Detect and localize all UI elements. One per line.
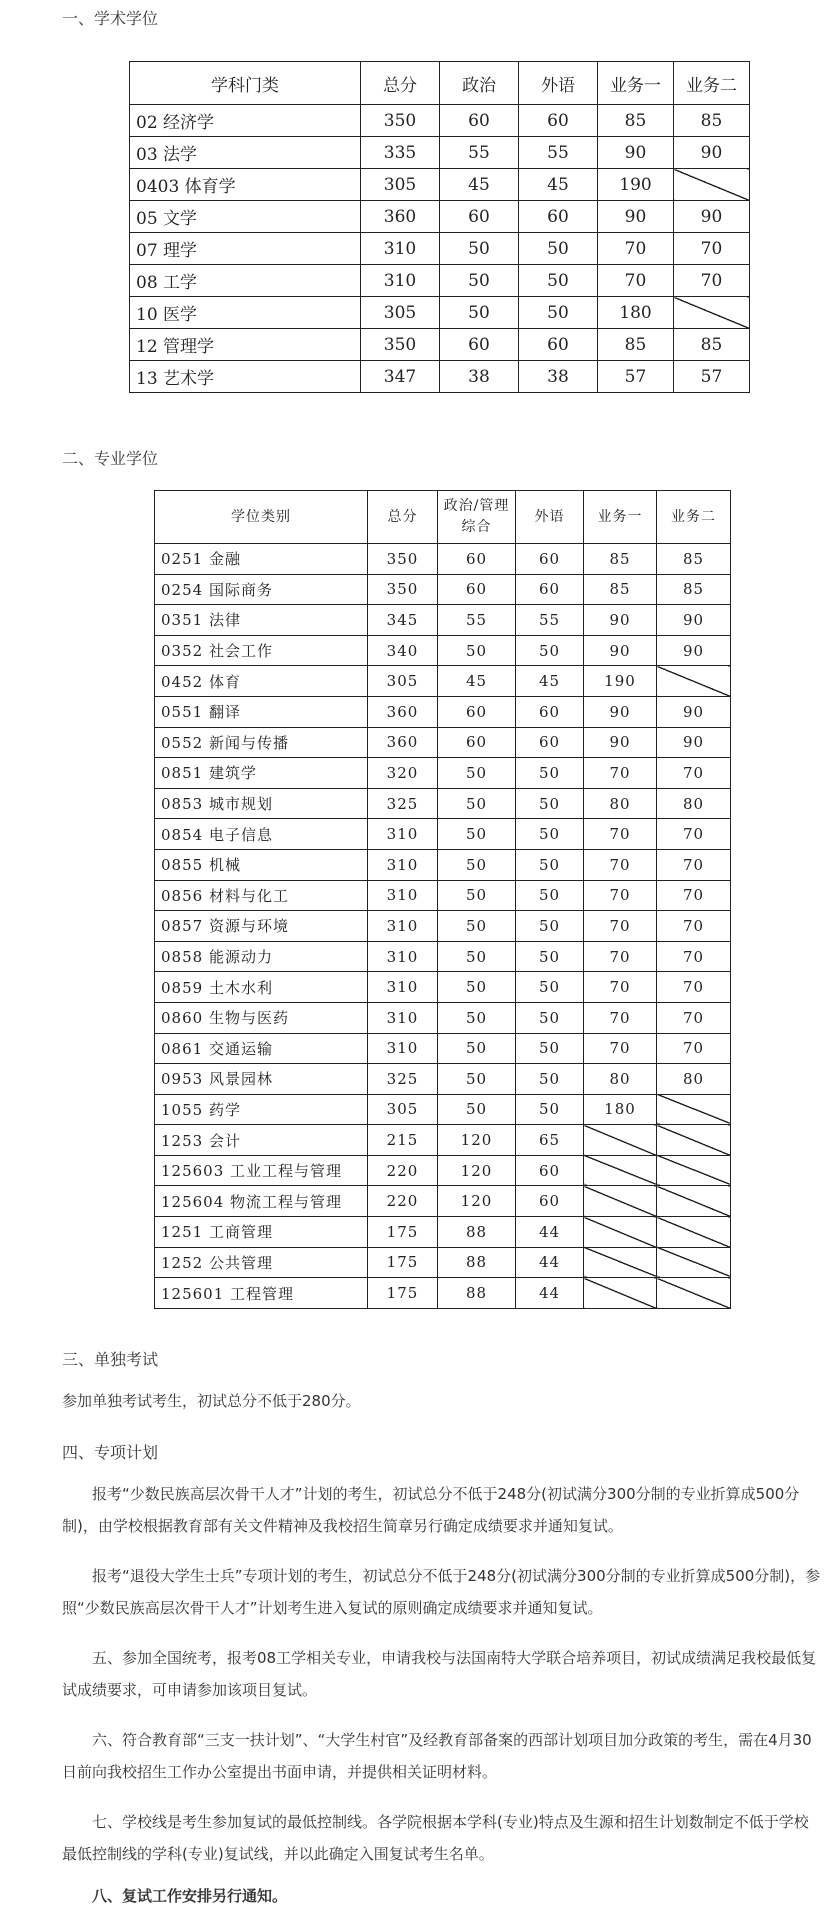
table-row (155, 1247, 731, 1278)
score-cell: 60 (516, 574, 584, 605)
score-cell: 310 (368, 819, 438, 850)
score-cell: 90 (598, 137, 674, 169)
professional-degree-table (154, 490, 731, 1309)
category-cell: 0861 交通运输 (155, 1033, 368, 1064)
category-cell: 0953 风景园林 (155, 1064, 368, 1095)
score-cell: 70 (584, 1002, 657, 1033)
score-cell: 50 (438, 941, 516, 972)
score-cell: 50 (516, 1033, 584, 1064)
score-cell: 335 (361, 137, 440, 169)
score-cell: 70 (584, 1033, 657, 1064)
score-cell: 38 (440, 361, 519, 393)
table-row (155, 941, 731, 972)
table-row (155, 1002, 731, 1033)
table-row (130, 361, 750, 393)
score-cell: 50 (519, 233, 598, 265)
score-cell (584, 1125, 657, 1156)
joint-program-text: 五、参加全国统考，报考08工学相关专业，申请我校与法国南特大学联合培养项目，初试成绩满足我校最低复试成绩要求，可申请参加该项目复试。 (62, 1649, 817, 1699)
category-cell: 13 艺术学 (130, 361, 361, 393)
category-cell: 0552 新闻与传播 (155, 727, 368, 758)
table-row (130, 169, 750, 201)
score-cell: 60 (440, 329, 519, 361)
score-cell: 60 (516, 544, 584, 575)
score-cell: 70 (657, 819, 731, 850)
score-cell: 350 (361, 105, 440, 137)
score-cell: 70 (598, 265, 674, 297)
score-cell: 90 (657, 605, 731, 636)
category-cell: 0854 电子信息 (155, 819, 368, 850)
score-cell: 70 (584, 911, 657, 942)
table-row (155, 635, 731, 666)
score-cell: 70 (584, 758, 657, 789)
score-cell: 120 (438, 1155, 516, 1186)
score-cell: 60 (440, 105, 519, 137)
retest-arrangement-text: 八、复试工作安排另行通知。 (92, 1887, 288, 1905)
score-cell: 305 (368, 1094, 438, 1125)
score-cell: 80 (657, 1064, 731, 1095)
table-row (155, 666, 731, 697)
special-plan-text-minority: 报考“少数民族高层次骨干人才”计划的考生，初试总分不低于248分(初试满分300分制的专业折算成500分制)，由学校根据教育部有关文件精神及我校招生简章另行确定成绩要求并通知复试。 (62, 1485, 800, 1535)
score-cell: 80 (657, 788, 731, 819)
category-cell: 0853 城市规划 (155, 788, 368, 819)
score-cell: 50 (519, 265, 598, 297)
score-cell: 60 (438, 696, 516, 727)
score-cell: 85 (598, 105, 674, 137)
score-cell: 347 (361, 361, 440, 393)
score-cell: 50 (516, 1094, 584, 1125)
score-cell: 320 (368, 758, 438, 789)
score-cell: 190 (584, 666, 657, 697)
category-cell: 1253 会计 (155, 1125, 368, 1156)
table-row (155, 1217, 731, 1248)
table-row (130, 105, 750, 137)
score-cell: 90 (584, 605, 657, 636)
score-cell: 50 (516, 1064, 584, 1095)
score-cell: 345 (368, 605, 438, 636)
score-cell: 70 (584, 972, 657, 1003)
special-plan-title: 四、专项计划 (62, 1443, 159, 1462)
table-row (155, 574, 731, 605)
category-cell: 0857 资源与环境 (155, 911, 368, 942)
score-cell: 60 (519, 201, 598, 233)
score-cell: 50 (438, 1064, 516, 1095)
score-cell: 70 (657, 1033, 731, 1064)
score-cell: 175 (368, 1278, 438, 1309)
score-cell: 85 (584, 574, 657, 605)
category-cell: 1055 药学 (155, 1094, 368, 1125)
score-cell: 45 (438, 666, 516, 697)
score-cell: 310 (361, 233, 440, 265)
table-row (155, 911, 731, 942)
score-cell (584, 1217, 657, 1248)
score-cell: 310 (361, 265, 440, 297)
table-row (155, 1155, 731, 1186)
score-cell: 50 (516, 911, 584, 942)
table-row (155, 727, 731, 758)
score-cell: 50 (438, 972, 516, 1003)
score-cell: 310 (368, 941, 438, 972)
score-cell: 50 (516, 941, 584, 972)
score-cell: 70 (674, 265, 750, 297)
score-cell: 55 (438, 605, 516, 636)
score-cell: 360 (361, 201, 440, 233)
category-cell: 0855 机械 (155, 849, 368, 880)
column-header: 业务二 (674, 62, 750, 105)
score-cell: 350 (361, 329, 440, 361)
score-cell: 90 (674, 201, 750, 233)
category-cell: 05 文学 (130, 201, 361, 233)
score-cell: 120 (438, 1186, 516, 1217)
score-cell: 310 (368, 1033, 438, 1064)
score-cell: 70 (584, 880, 657, 911)
category-cell: 07 理学 (130, 233, 361, 265)
table-row (155, 1278, 731, 1309)
column-header: 学位类别 (155, 491, 368, 544)
score-cell: 50 (438, 880, 516, 911)
score-cell: 70 (657, 911, 731, 942)
score-cell: 65 (516, 1125, 584, 1156)
score-cell: 85 (657, 544, 731, 575)
score-cell: 50 (516, 788, 584, 819)
category-cell: 0851 建筑学 (155, 758, 368, 789)
table-row (155, 788, 731, 819)
table-row (130, 233, 750, 265)
independent-exam-title: 三、单独考试 (62, 1350, 159, 1369)
score-cell (657, 1186, 731, 1217)
score-cell: 50 (519, 297, 598, 329)
score-cell (584, 1247, 657, 1278)
score-cell: 120 (438, 1125, 516, 1156)
category-cell: 0352 社会工作 (155, 635, 368, 666)
score-cell: 325 (368, 1064, 438, 1095)
score-cell: 80 (584, 1064, 657, 1095)
score-cell: 60 (438, 574, 516, 605)
score-cell: 60 (516, 1155, 584, 1186)
score-cell: 70 (584, 941, 657, 972)
score-cell: 50 (516, 880, 584, 911)
score-cell: 50 (438, 819, 516, 850)
score-cell: 350 (368, 574, 438, 605)
special-plan-text-veterans: 报考“退役大学生士兵”专项计划的考生，初试总分不低于248分(初试满分300分制的专业折算成500分制)，参照“少数民族高层次骨干人才”计划考生进入复试的原则确定成绩要求并通知复试。 (62, 1567, 821, 1617)
category-cell: 125603 工业工程与管理 (155, 1155, 368, 1186)
category-cell: 0452 体育 (155, 666, 368, 697)
score-cell: 60 (438, 544, 516, 575)
score-cell: 50 (440, 297, 519, 329)
category-cell: 125601 工程管理 (155, 1278, 368, 1309)
score-cell: 85 (674, 105, 750, 137)
category-cell: 0351 法律 (155, 605, 368, 636)
table-row (130, 297, 750, 329)
score-cell: 310 (368, 972, 438, 1003)
category-cell: 03 法学 (130, 137, 361, 169)
score-cell: 50 (516, 635, 584, 666)
academic-degree-table (129, 61, 750, 393)
score-cell: 90 (584, 727, 657, 758)
table-header-row (155, 491, 731, 544)
score-cell: 50 (516, 1002, 584, 1033)
table-row (155, 972, 731, 1003)
score-cell: 50 (516, 758, 584, 789)
score-cell: 88 (438, 1278, 516, 1309)
score-cell: 60 (516, 1186, 584, 1217)
score-cell: 50 (516, 819, 584, 850)
independent-exam-text: 参加单独考试考生，初试总分不低于280分。 (62, 1392, 361, 1410)
column-header: 学科门类 (130, 62, 361, 105)
table-row (130, 329, 750, 361)
score-cell: 50 (438, 849, 516, 880)
score-cell: 60 (516, 696, 584, 727)
score-cell: 45 (519, 169, 598, 201)
score-cell: 305 (368, 666, 438, 697)
professional-section-title: 二、专业学位 (62, 449, 159, 468)
score-cell: 50 (438, 911, 516, 942)
category-cell: 0251 金融 (155, 544, 368, 575)
score-cell: 50 (438, 635, 516, 666)
score-cell: 350 (368, 544, 438, 575)
score-cell: 175 (368, 1247, 438, 1278)
score-cell: 50 (516, 972, 584, 1003)
score-cell: 70 (657, 972, 731, 1003)
table-row (155, 544, 731, 575)
score-cell: 50 (438, 1002, 516, 1033)
column-header: 政治 (440, 62, 519, 105)
score-cell: 90 (657, 696, 731, 727)
category-cell: 125604 物流工程与管理 (155, 1186, 368, 1217)
score-cell: 50 (438, 1033, 516, 1064)
score-cell: 360 (368, 727, 438, 758)
score-cell: 90 (674, 137, 750, 169)
column-header: 总分 (361, 62, 440, 105)
score-cell: 55 (519, 137, 598, 169)
bonus-policy-text: 六、符合教育部“三支一扶计划”、“大学生村官”及经教育部备案的西部计划项目加分政策的考生，需在4月30日前向我校招生工作办公室提出书面申请，并提供相关证明材料。 (62, 1731, 812, 1781)
score-cell: 50 (440, 265, 519, 297)
table-row (155, 605, 731, 636)
column-header: 业务一 (598, 62, 674, 105)
score-cell (584, 1278, 657, 1309)
score-cell: 45 (440, 169, 519, 201)
table-row (155, 1094, 731, 1125)
score-cell: 60 (440, 201, 519, 233)
table-row (155, 1033, 731, 1064)
school-line-text: 七、学校线是考生参加复试的最低控制线。各学院根据本学科(专业)特点及生源和招生计划数制定不低于学校最低控制线的学科(专业)复试线，并以此确定入围复试考生名单。 (62, 1813, 809, 1863)
table-row (155, 696, 731, 727)
score-cell: 90 (657, 635, 731, 666)
score-cell: 70 (657, 1002, 731, 1033)
table-row (155, 1125, 731, 1156)
category-cell: 0860 生物与医药 (155, 1002, 368, 1033)
score-cell: 70 (657, 941, 731, 972)
table-row (130, 201, 750, 233)
score-cell (657, 1155, 731, 1186)
score-cell: 60 (438, 727, 516, 758)
score-cell: 50 (438, 788, 516, 819)
table-row (155, 819, 731, 850)
score-cell: 60 (516, 727, 584, 758)
category-cell: 02 经济学 (130, 105, 361, 137)
score-cell: 85 (674, 329, 750, 361)
category-cell: 0551 翻译 (155, 696, 368, 727)
score-cell: 60 (519, 105, 598, 137)
score-cell: 340 (368, 635, 438, 666)
column-header: 总分 (368, 491, 438, 544)
score-cell: 175 (368, 1217, 438, 1248)
score-cell: 70 (657, 880, 731, 911)
table-row (155, 1186, 731, 1217)
category-cell: 08 工学 (130, 265, 361, 297)
score-cell: 305 (361, 169, 440, 201)
score-cell: 55 (440, 137, 519, 169)
score-cell: 215 (368, 1125, 438, 1156)
table-row (130, 265, 750, 297)
score-cell: 55 (516, 605, 584, 636)
score-cell (674, 169, 750, 201)
score-cell (657, 666, 731, 697)
score-cell (657, 1125, 731, 1156)
category-cell: 12 管理学 (130, 329, 361, 361)
score-cell: 325 (368, 788, 438, 819)
score-cell: 70 (584, 849, 657, 880)
score-cell: 70 (674, 233, 750, 265)
score-cell: 90 (584, 635, 657, 666)
category-cell: 0859 土木水利 (155, 972, 368, 1003)
column-header: 外语 (516, 491, 584, 544)
score-cell: 70 (584, 819, 657, 850)
score-cell: 90 (584, 696, 657, 727)
category-cell: 0858 能源动力 (155, 941, 368, 972)
column-header: 业务一 (584, 491, 657, 544)
table-header-row (130, 62, 750, 105)
score-cell: 45 (516, 666, 584, 697)
category-cell: 1252 公共管理 (155, 1247, 368, 1278)
column-header: 业务二 (657, 491, 731, 544)
score-cell: 50 (438, 758, 516, 789)
column-header: 外语 (519, 62, 598, 105)
score-cell: 88 (438, 1217, 516, 1248)
score-cell: 180 (598, 297, 674, 329)
table-row (130, 137, 750, 169)
score-cell: 44 (516, 1247, 584, 1278)
score-cell (657, 1278, 731, 1309)
score-cell (657, 1094, 731, 1125)
category-cell: 0856 材料与化工 (155, 880, 368, 911)
score-cell: 85 (584, 544, 657, 575)
score-cell: 310 (368, 911, 438, 942)
table-row (155, 880, 731, 911)
score-cell: 305 (361, 297, 440, 329)
academic-section-title: 一、学术学位 (62, 9, 159, 28)
score-cell: 80 (584, 788, 657, 819)
score-cell: 70 (657, 849, 731, 880)
score-cell (584, 1155, 657, 1186)
score-cell: 190 (598, 169, 674, 201)
column-header: 政治/管理综合 (438, 491, 516, 544)
score-cell: 360 (368, 696, 438, 727)
score-cell: 50 (438, 1094, 516, 1125)
score-cell: 85 (657, 574, 731, 605)
score-cell: 90 (598, 201, 674, 233)
score-cell (584, 1186, 657, 1217)
table-row (155, 1064, 731, 1095)
table-row (155, 849, 731, 880)
table-row (155, 758, 731, 789)
score-cell: 70 (598, 233, 674, 265)
score-cell (674, 297, 750, 329)
category-cell: 1251 工商管理 (155, 1217, 368, 1248)
score-cell: 90 (657, 727, 731, 758)
score-cell: 57 (674, 361, 750, 393)
score-cell: 60 (519, 329, 598, 361)
score-cell: 57 (598, 361, 674, 393)
score-cell: 44 (516, 1278, 584, 1309)
category-cell: 0403 体育学 (130, 169, 361, 201)
score-cell (657, 1247, 731, 1278)
score-cell: 88 (438, 1247, 516, 1278)
score-cell: 50 (516, 849, 584, 880)
score-cell: 70 (657, 758, 731, 789)
score-cell (657, 1217, 731, 1248)
score-cell: 220 (368, 1186, 438, 1217)
score-cell: 310 (368, 849, 438, 880)
score-cell: 85 (598, 329, 674, 361)
score-cell: 38 (519, 361, 598, 393)
category-cell: 0254 国际商务 (155, 574, 368, 605)
category-cell: 10 医学 (130, 297, 361, 329)
score-cell: 180 (584, 1094, 657, 1125)
score-cell: 310 (368, 880, 438, 911)
score-cell: 50 (440, 233, 519, 265)
score-cell: 44 (516, 1217, 584, 1248)
score-cell: 310 (368, 1002, 438, 1033)
score-cell: 220 (368, 1155, 438, 1186)
